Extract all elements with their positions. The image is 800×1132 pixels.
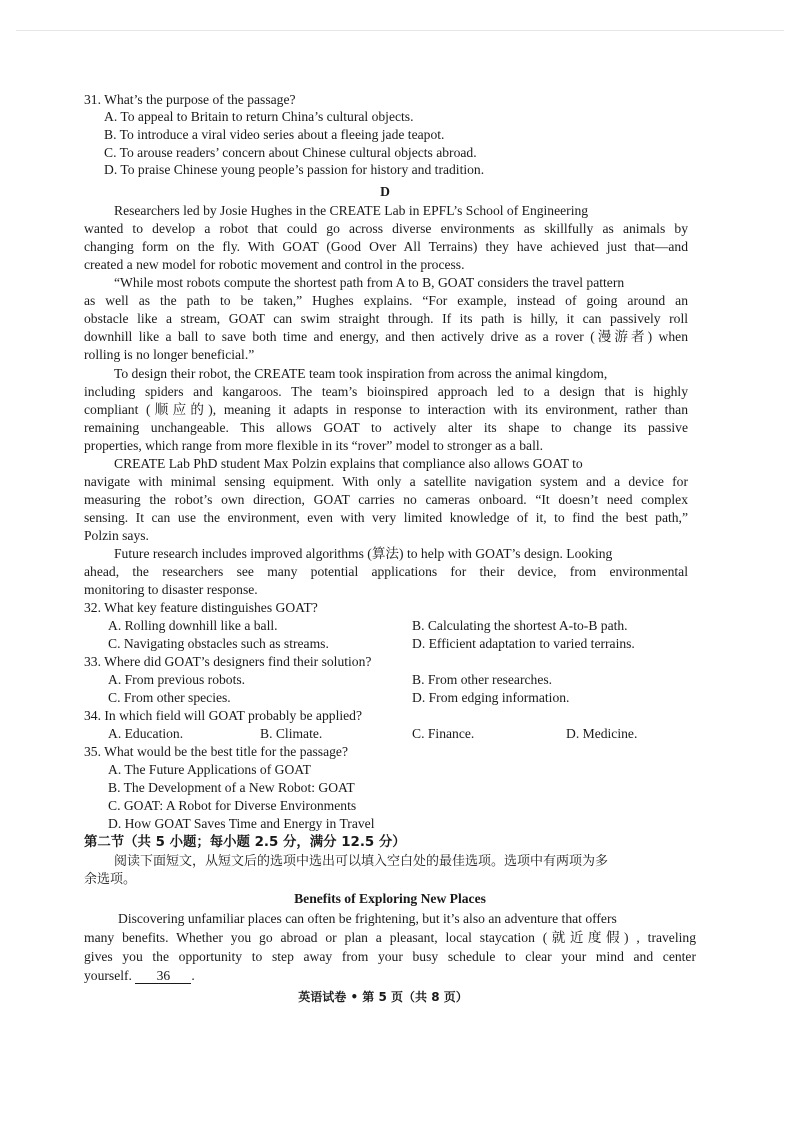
page-footer: 英语试卷 • 第 5 页（共 8 页） — [298, 990, 468, 1004]
p4-line-5: Polzin says. — [84, 528, 149, 543]
p3-line-2: including spiders and kangaroos. The team’s bioinspired approach led to a design that is highly — [84, 384, 688, 399]
section-d-heading: D — [380, 184, 390, 199]
p5-line-3: monitoring to disaster response. — [84, 582, 258, 597]
q32-stem: 32. What key feature distinguishes GOAT? — [84, 600, 318, 615]
p5-line-1: Future research includes improved algorithms (算法) to help with GOAT’s design. Looking — [114, 546, 613, 561]
p2-line-5: rolling is no longer beneficial.” — [84, 347, 255, 362]
p1-line-3: changing form on the fly. With GOAT (Good Over All Terrains) they have achieved just that—and — [84, 239, 688, 254]
q34-stem: 34. In which field will GOAT probably be applied? — [84, 708, 362, 723]
p3-line-4: remaining unchangeable. This allows GOAT to actively alter its shape to change its passive — [84, 420, 688, 435]
q33-option-d: D. From edging information. — [412, 690, 570, 705]
q35-option-b: B. The Development of a New Robot: GOAT — [108, 780, 355, 795]
s2-line-4-period: . — [191, 968, 195, 983]
blank-36[interactable]: 36 — [135, 968, 191, 984]
q34-option-d: D. Medicine. — [566, 726, 638, 741]
q32-option-d: D. Efficient adaptation to varied terrains. — [412, 636, 635, 651]
p3-line-1: To design their robot, the CREATE team took inspiration from across the animal kingdom, — [114, 366, 608, 381]
p1-line-4: created a new model for robotic movement and control in the process. — [84, 257, 465, 272]
p2-line-3: obstacle like a stream, GOAT can swim straight through. If its path is hilly, it can passively roll — [84, 311, 688, 326]
q35-option-c: C. GOAT: A Robot for Diverse Environments — [108, 798, 357, 813]
q31-option-b: B. To introduce a viral video series about a fleeing jade teapot. — [104, 127, 445, 142]
q35-stem: 35. What would be the best title for the passage? — [84, 744, 348, 759]
s2-line-2: many benefits. Whether you go abroad or plan a pleasant, local staycation (就近度假) , traveling — [84, 930, 696, 945]
passage-title: Benefits of Exploring New Places — [294, 891, 486, 906]
p4-line-2: navigate with minimal sensing equipment. With only a satellite navigation system and a device for — [84, 474, 688, 489]
s2-line-4 — [84, 967, 195, 985]
q34-option-c: C. Finance. — [412, 726, 475, 741]
s2-line-3: gives you the opportunity to step away from your busy schedule to clear your mind and center — [84, 949, 696, 964]
p2-line-4: downhill like a ball to save both time and energy, and then actively drive as a rover (漫游者) when — [84, 329, 688, 344]
top-divider — [16, 30, 784, 31]
q34-option-a: A. Education. — [108, 726, 184, 741]
q33-option-c: C. From other species. — [108, 690, 231, 705]
q32-option-b: B. Calculating the shortest A-to-B path. — [412, 618, 628, 633]
p3-line-3: compliant (顺应的), meaning it adapts in response to interaction with its environment, rather than — [84, 402, 688, 417]
q31-option-d: D. To praise Chinese young people’s passion for history and tradition. — [104, 162, 485, 177]
section2-instruction-line-2: 余选项。 — [84, 872, 137, 887]
q32-option-a: A. Rolling downhill like a ball. — [108, 618, 278, 633]
p1-line-2: wanted to develop a robot that could go across diverse environments as skillfully as animals by — [84, 221, 688, 236]
p4-line-3: measuring the robot’s own direction, GOAT carries no cameras onboard. “It doesn’t need complex — [84, 492, 688, 507]
section2-instruction-line-1: 阅读下面短文，从短文后的选项中选出可以填入空白处的最佳选项。选项中有两项为多 — [114, 854, 609, 869]
p2-line-2: as well as the path to be taken,” Hughes explains. “For example, instead of going around an — [84, 293, 688, 308]
q32-option-c: C. Navigating obstacles such as streams. — [108, 636, 329, 651]
q31-option-c: C. To arouse readers’ concern about Chinese cultural objects abroad. — [104, 145, 477, 160]
p4-line-4: sensing. It can use the environment, even with very limited knowledge of it, to find the best path,” — [84, 510, 688, 525]
q34-option-b: B. Climate. — [260, 726, 323, 741]
q33-stem: 33. Where did GOAT’s designers find their solution? — [84, 654, 372, 669]
q35-option-d: D. How GOAT Saves Time and Energy in Travel — [108, 816, 375, 831]
q31-option-a: A. To appeal to Britain to return China’s cultural objects. — [104, 109, 414, 124]
q35-option-a: A. The Future Applications of GOAT — [108, 762, 311, 777]
q33-option-a: A. From previous robots. — [108, 672, 246, 687]
p4-line-1: CREATE Lab PhD student Max Polzin explains that compliance also allows GOAT to — [114, 456, 583, 471]
p2-line-1: “While most robots compute the shortest path from A to B, GOAT considers the travel pattern — [114, 275, 625, 290]
p5-line-2: ahead, the researchers see many potential applications for their device, from environmental — [84, 564, 688, 579]
p3-line-5: properties, which range from more flexible in its “rover” model to stronger as a ball. — [84, 438, 544, 453]
p1-line-1: Researchers led by Josie Hughes in the CREATE Lab in EPFL’s School of Engineering — [114, 203, 589, 218]
q31-stem: 31. What’s the purpose of the passage? — [84, 92, 296, 107]
s2-line-1: Discovering unfamiliar places can often be frightening, but it’s also an adventure that offers — [118, 911, 617, 926]
q33-option-b: B. From other researches. — [412, 672, 553, 687]
s2-line-4-text: yourself. — [84, 968, 132, 983]
section2-header: 第二节（共 5 小题；每小题 2.5 分，满分 12.5 分） — [84, 835, 406, 850]
